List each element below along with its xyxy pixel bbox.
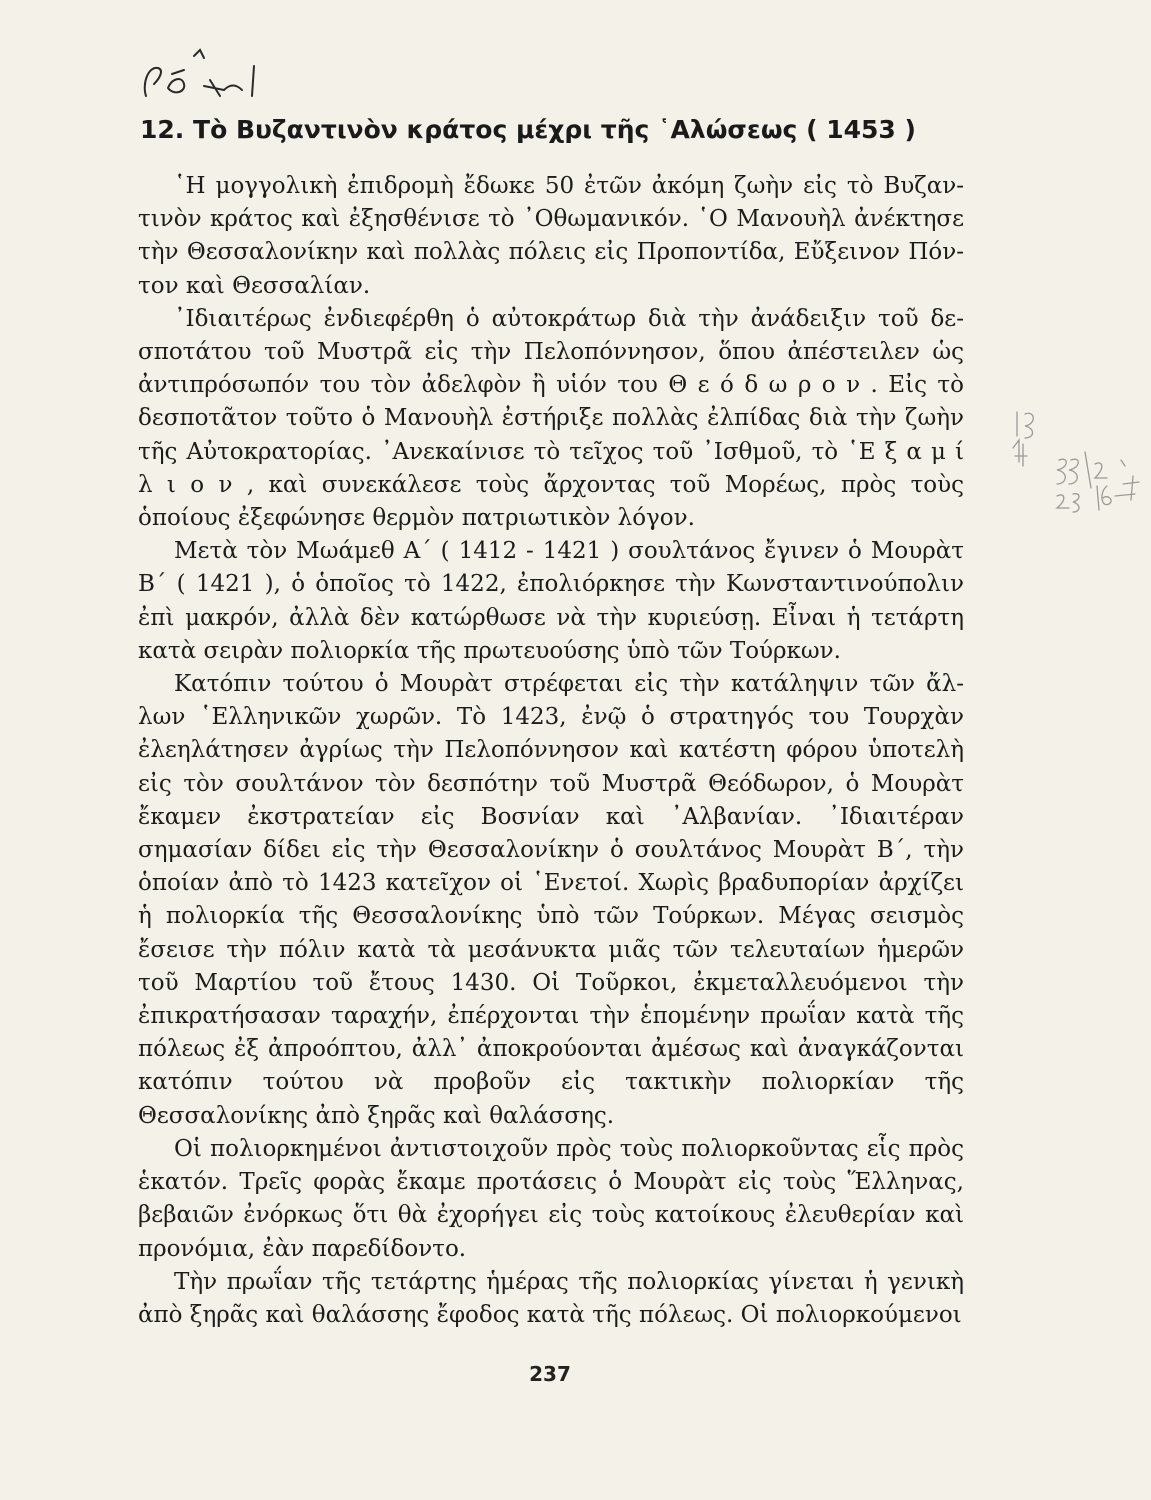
chapter-number: 12.	[140, 115, 185, 144]
chapter-heading	[140, 112, 1000, 148]
chapter-title: Τὸ Βυζαντινὸν κράτος μέχρι τῆς ῾Αλώσεως ( 1453 )	[193, 115, 916, 144]
handwritten-annotation-top	[138, 48, 278, 118]
paragraph: Τὴν πρωΐαν τῆς τετάρτης ἡμέρας τῆς πολιορκίας γίνεται ἡ γενικὴ ἀπὸ ξηρᾶς καὶ θαλάσσης ἔφοδος κατὰ τῆς πόλεως. Οἱ πολιορκούμενοι	[138, 1268, 964, 1328]
paragraph: Οἱ πολιορκημένοι ἀντιστοιχοῦν πρὸς τοὺς πολιορκοῦντας εἷς πρὸς ἑκατόν. Τρεῖς φορὰς ἔκαμε προτάσεις ὁ Μουρὰτ εἰς τοὺς Ἕλληνας, βεβαιῶν ἐνόρκως ὅτι θὰ ἐχορήγει εἰς τοὺς κατοίκους ἐλευθερίαν καὶ προνόμια, ἐὰν παρεδίδοντο.	[138, 1135, 964, 1262]
page-number: 237	[529, 1362, 571, 1386]
paragraph: Κατόπιν τούτου ὁ Μουρὰτ στρέφεται εἰς τὴν κατάληψιν τῶν ἄλλων ῾Ελληνικῶν χωρῶν. Τὸ 1423, ἐνῷ ὁ στρατηγός του Τουρχὰν ἐλεηλάτησεν ἀγρίως τὴν Πελοπόννησον καὶ κατέστη φόρου ὑποτελὴ εἰς τὸν σουλτάνον τὸν δεσπότην τοῦ Μυστρᾶ Θεόδωρον, ὁ Μουρὰτ ἔκαμεν ἐκστρατείαν εἰς Βοσνίαν καὶ ᾿Αλβανίαν. ᾿Ιδιαιτέραν σημασίαν δίδει εἰς τὴν Θεσσαλονίκην ὁ σουλτάνος Μουρὰτ Β΄, τὴν ὁποίαν ἀπὸ τὸ 1423 κατεῖχον οἱ ῾Ενετοί. Χωρὶς βραδυπορίαν ἀρχίζει ἡ πολιορκία τῆς Θεσσαλονίκης ὑπὸ τῶν Τούρκων. Μέγας σεισμὸς ἔσεισε τὴν πόλιν κατὰ τὰ μεσάνυκτα μιᾶς τῶν τελευταίων ἡμερῶν τοῦ Μαρτίου τοῦ ἔτους 1430. Οἱ Τοῦρκοι, ἐκμεταλλευόμενοι τὴν ἐπικρατήσασαν ταραχήν, ἐπέρχονται τὴν ἑπομένην πρωΐαν κατὰ τῆς πόλεως ἐξ ἀπροόπτου, ἀλλ᾿ ἀποκρούονται ἀμέσως καὶ ἀναγκάζονται κατόπιν τούτου νὰ προβοῦν εἰς τακτικὴν πολιορκίαν τῆς Θεσσαλονίκης ἀπὸ ξηρᾶς καὶ θαλάσσης.	[138, 671, 964, 1129]
handwritten-margin-notes	[995, 400, 1145, 550]
body-text	[138, 170, 964, 1332]
paragraph: ᾿Ιδιαιτέρως ἐνδιεφέρθη ὁ αὐτοκράτωρ διὰ τὴν ἀνάδειξιν τοῦ δεσποτάτου τοῦ Μυστρᾶ εἰς τὴν Πελοπόννησον, ὅπου ἀπέστειλεν ὡς ἀντιπρόσωπόν του τὸν ἀδελφὸν ἢ υἱόν του Θ ε ό δ ω ρ ο ν . Εἰς τὸ δεσποτᾶτον τοῦτο ὁ Μανουὴλ ἐστήριξε πολλὰς ἐλπίδας διὰ τὴν ζωὴν τῆς Αὐτοκρατορίας. ᾿Ανεκαίνισε τὸ τεῖχος τοῦ ᾿Ισθμοῦ, τὸ ῾Ε ξ α μ ί λ ι ο ν , καὶ συνεκάλεσε τοὺς ἄρχοντας τοῦ Μορέως, πρὸς τοὺς ὁποίους ἐξεφώνησε θερμὸν πατριωτικὸν λόγον.	[138, 305, 964, 532]
paragraph: ῾Η μογγολικὴ ἐπιδρομὴ ἔδωκε 50 ἐτῶν ἀκόμη ζωὴν εἰς τὸ Βυζαντινὸν κράτος καὶ ἐξησθένισε τὸ ᾿Οθωμανικόν. ῾Ο Μανουὴλ ἀνέκτησε τὴν Θεσσαλονίκην καὶ πολλὰς πόλεις εἰς Προποντίδα, Εὔξεινον Πόντον καὶ Θεσσαλίαν.	[138, 173, 964, 299]
paragraph: Μετὰ τὸν Μωάμεθ Α΄ ( 1412 - 1421 ) σουλτάνος ἔγινεν ὁ Μουρὰτ Β΄ ( 1421 ), ὁ ὁποῖος τὸ 1422, ἐπολιόρκησε τὴν Κωνσταντινούπολιν ἐπὶ μακρόν, ἀλλὰ δὲν κατώρθωσε νὰ τὴν κυριεύσῃ. Εἶναι ἡ τετάρτη κατὰ σειρὰν πολιορκία τῆς πρωτευούσης ὑπὸ τῶν Τούρκων.	[138, 538, 964, 664]
